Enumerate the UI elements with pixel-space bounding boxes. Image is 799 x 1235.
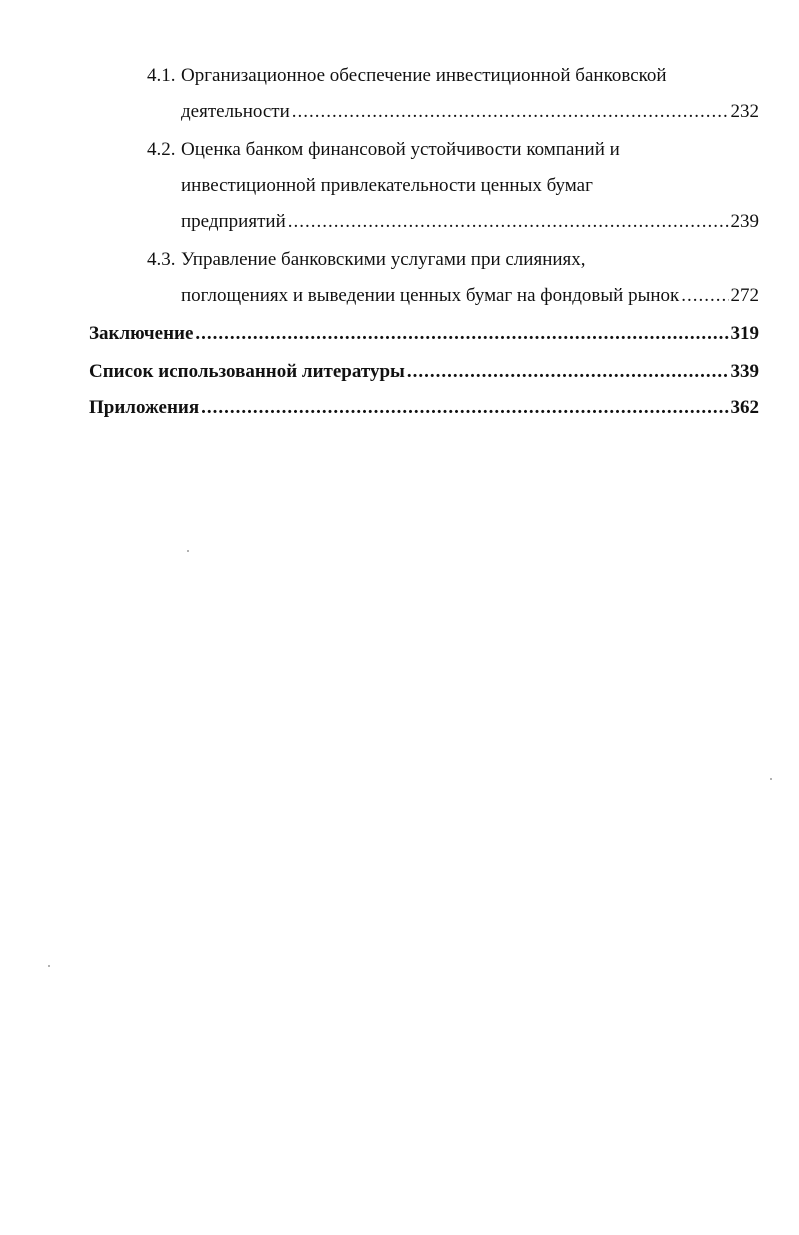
toc-entry-number: 4.3. — [147, 249, 176, 270]
toc-entry-title: предприятий — [181, 211, 286, 232]
dot-leader — [681, 278, 728, 314]
toc-entry-title: поглощениях и выведении ценных бумаг на фондовый рынок — [181, 285, 680, 306]
toc-entry-4-3-line-1 — [0, 242, 799, 278]
toc-entry-title: деятельности — [181, 101, 290, 122]
toc-page-number: 272 — [730, 285, 759, 306]
toc-entry-bibliography — [0, 354, 799, 390]
dot-leader — [407, 354, 729, 390]
toc-entry-4-1-line-1 — [0, 58, 799, 94]
toc-page-number: 339 — [730, 361, 759, 382]
toc-entry-title: Организационное обеспечение инвестиционной банковской — [181, 65, 667, 86]
dot-leader — [292, 94, 729, 130]
toc-entry-4-3-line-2 — [0, 278, 799, 314]
toc-entry-appendices — [0, 390, 799, 426]
toc-page-number: 319 — [730, 323, 759, 344]
toc-entry-4-1-line-2 — [0, 94, 799, 130]
toc-entry-title: Управление банковскими услугами при слияниях, — [181, 249, 586, 270]
toc-page-number: 232 — [730, 101, 759, 122]
toc-entry-title: Список использованной литературы — [89, 361, 405, 382]
dot-leader — [195, 316, 728, 352]
toc-entry-4-2-line-1 — [0, 132, 799, 168]
toc-entry-number: 4.1. — [147, 65, 176, 86]
toc-page-number: 362 — [730, 397, 759, 418]
toc-entry-4-2-line-3 — [0, 204, 799, 240]
toc-entry-title: Оценка банком финансовой устойчивости компаний и — [181, 139, 620, 160]
scan-speck — [770, 778, 772, 780]
toc-entry-number: 4.2. — [147, 139, 176, 160]
scan-speck — [187, 550, 189, 552]
toc-entry-title: Приложения — [89, 397, 200, 418]
scan-speck — [48, 965, 50, 967]
toc-entry-4-2-line-2 — [0, 168, 799, 204]
toc-entry-title: Заключение — [89, 323, 194, 344]
toc-entry-title: инвестиционной привлекательности ценных бумаг — [181, 175, 593, 196]
toc-page-number: 239 — [730, 211, 759, 232]
dot-leader — [201, 390, 728, 426]
toc-entry-conclusion — [0, 316, 799, 352]
dot-leader — [288, 204, 729, 240]
